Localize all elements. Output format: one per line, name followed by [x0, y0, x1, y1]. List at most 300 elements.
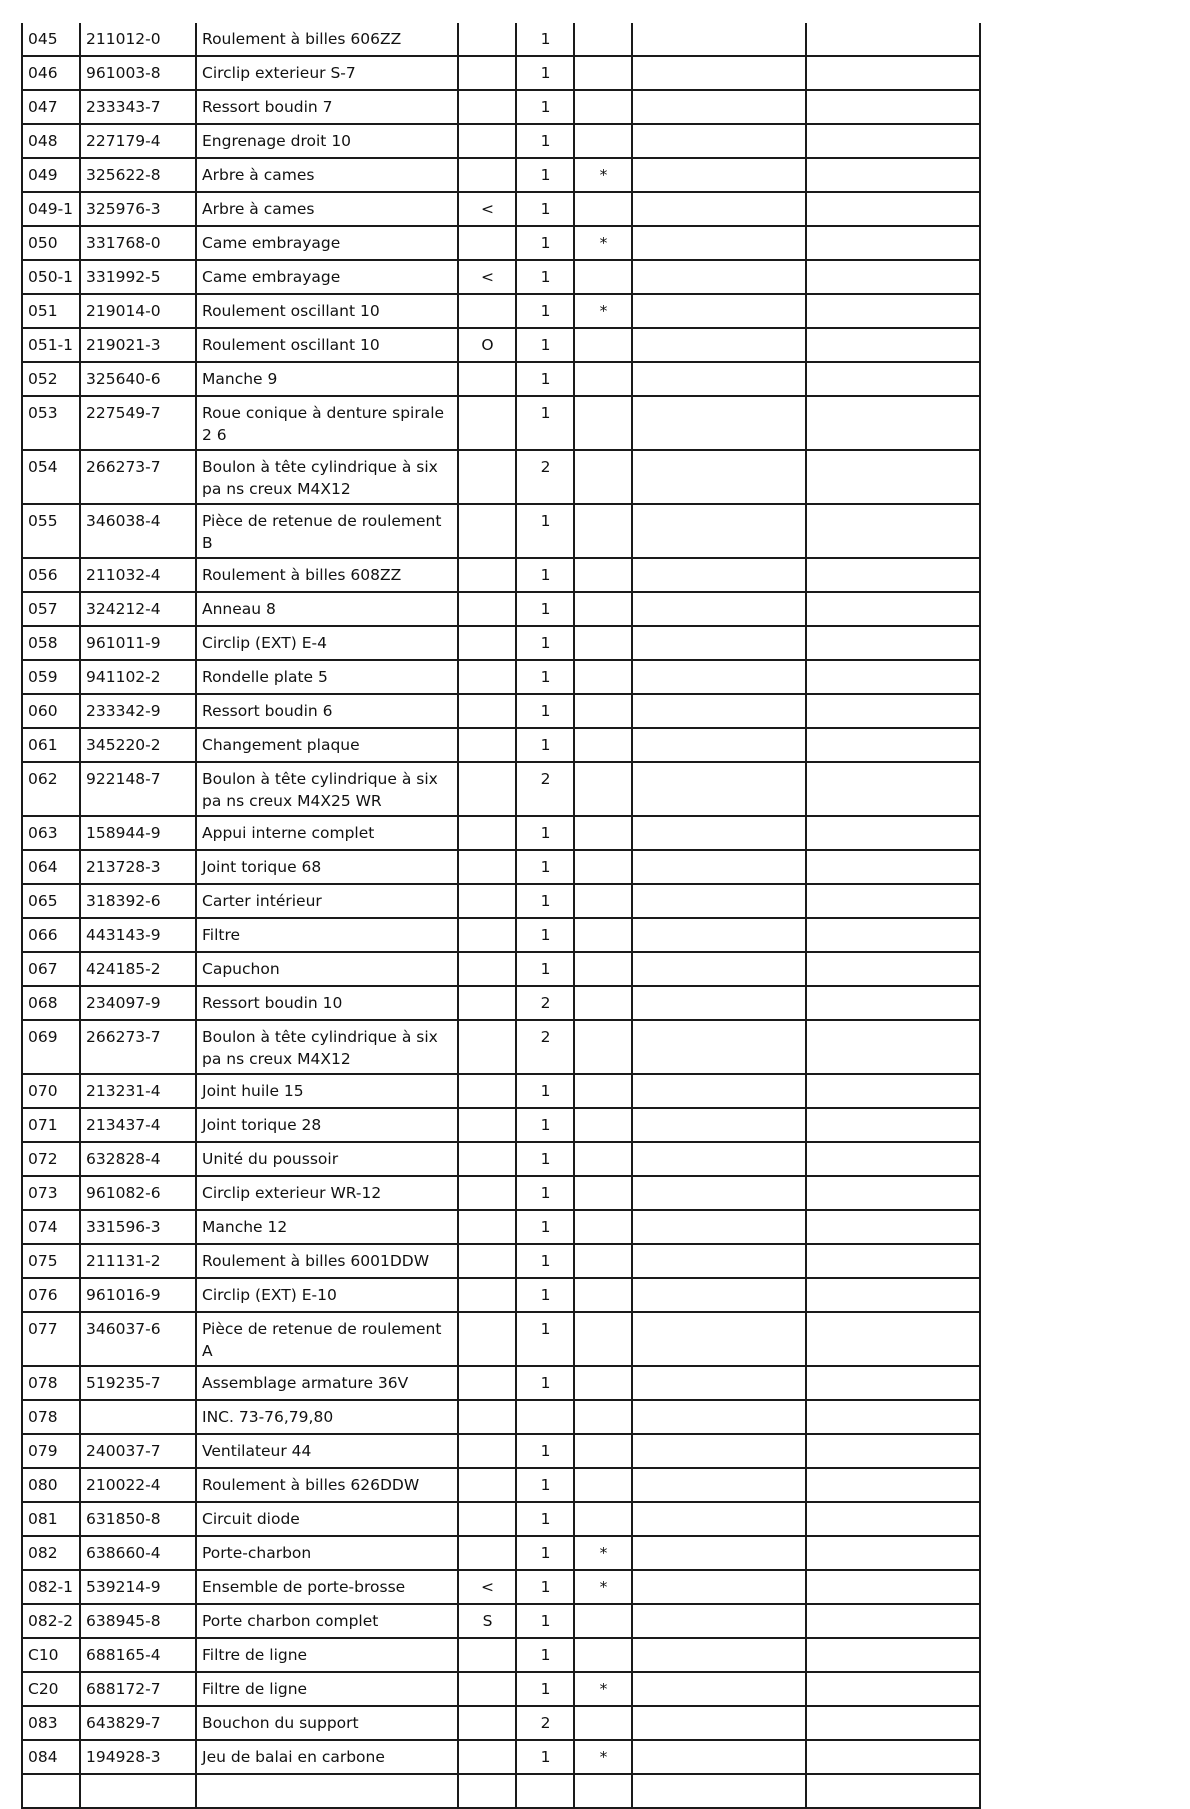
table-row — [22, 1502, 980, 1536]
note-mark-cell — [574, 1210, 632, 1244]
change-flag-cell — [458, 1740, 516, 1774]
change-flag-cell — [458, 1366, 516, 1400]
blank-cell — [632, 1020, 806, 1074]
quantity-cell: 1 — [516, 90, 574, 124]
part-reference-cell: 331768-0 — [80, 226, 196, 260]
blank-cell — [632, 396, 806, 450]
description-cell: Filtre de ligne — [196, 1672, 458, 1706]
description-cell: Roulement oscillant 10 — [196, 328, 458, 362]
blank-cell — [806, 362, 980, 396]
part-reference-cell: 211012-0 — [80, 23, 196, 56]
table-row — [22, 1604, 980, 1638]
blank-cell — [806, 1108, 980, 1142]
quantity-cell: 1 — [516, 1672, 574, 1706]
description-cell: Bouchon du support — [196, 1706, 458, 1740]
part-reference-cell: 219014-0 — [80, 294, 196, 328]
quantity-cell: 1 — [516, 158, 574, 192]
blank-cell — [806, 192, 980, 226]
table-row — [22, 1244, 980, 1278]
table-row — [22, 1570, 980, 1604]
blank-cell — [632, 1278, 806, 1312]
table-row — [22, 260, 980, 294]
description-cell: Engrenage droit 10 — [196, 124, 458, 158]
part-reference-cell: 539214-9 — [80, 1570, 196, 1604]
part-reference-cell: 234097-9 — [80, 986, 196, 1020]
blank-cell — [806, 504, 980, 558]
blank-cell — [632, 328, 806, 362]
change-flag-cell: S — [458, 1604, 516, 1638]
change-flag-cell: < — [458, 1570, 516, 1604]
change-flag-cell — [458, 728, 516, 762]
table-row — [22, 504, 980, 558]
change-flag-cell — [458, 1108, 516, 1142]
blank-cell — [806, 1536, 980, 1570]
table-row — [22, 1638, 980, 1672]
item-number-cell: 081 — [22, 1502, 80, 1536]
table-row — [22, 816, 980, 850]
note-mark-cell — [574, 986, 632, 1020]
blank-cell — [632, 762, 806, 816]
change-flag-cell: < — [458, 260, 516, 294]
blank-cell — [632, 362, 806, 396]
description-cell: INC. 73-76,79,80 — [196, 1400, 458, 1434]
description-cell: Ensemble de porte-brosse — [196, 1570, 458, 1604]
note-mark-cell — [574, 362, 632, 396]
note-mark-cell — [574, 1434, 632, 1468]
blank-cell — [632, 626, 806, 660]
blank-cell — [806, 1176, 980, 1210]
item-number-cell: 074 — [22, 1210, 80, 1244]
table-row — [22, 1074, 980, 1108]
quantity-cell: 1 — [516, 1570, 574, 1604]
part-reference-cell: 345220-2 — [80, 728, 196, 762]
description-cell: Circuit diode — [196, 1502, 458, 1536]
item-number-cell: 073 — [22, 1176, 80, 1210]
change-flag-cell — [458, 1312, 516, 1366]
quantity-cell: 1 — [516, 952, 574, 986]
part-reference-cell: 961082-6 — [80, 1176, 196, 1210]
item-number-cell: 066 — [22, 918, 80, 952]
blank-cell — [632, 1706, 806, 1740]
change-flag-cell — [458, 1638, 516, 1672]
blank-cell — [632, 1672, 806, 1706]
quantity-cell: 1 — [516, 592, 574, 626]
table-row — [22, 660, 980, 694]
note-mark-cell — [574, 884, 632, 918]
description-cell: Rondelle plate 5 — [196, 660, 458, 694]
note-mark-cell — [574, 192, 632, 226]
blank-cell — [806, 952, 980, 986]
note-mark-cell — [574, 1638, 632, 1672]
note-mark-cell: * — [574, 158, 632, 192]
change-flag-cell — [458, 1244, 516, 1278]
blank-cell — [806, 1020, 980, 1074]
part-reference-cell: 266273-7 — [80, 450, 196, 504]
parts-table — [21, 23, 981, 1809]
blank-cell — [632, 56, 806, 90]
note-mark-cell: * — [574, 1740, 632, 1774]
part-reference-cell: 638945-8 — [80, 1604, 196, 1638]
table-row — [22, 694, 980, 728]
change-flag-cell — [458, 294, 516, 328]
change-flag-cell — [458, 850, 516, 884]
item-number-cell: 063 — [22, 816, 80, 850]
change-flag-cell — [458, 1672, 516, 1706]
quantity-cell: 2 — [516, 986, 574, 1020]
blank-cell — [806, 1074, 980, 1108]
quantity-cell: 1 — [516, 1434, 574, 1468]
change-flag-cell — [458, 124, 516, 158]
part-reference-cell: 961003-8 — [80, 56, 196, 90]
table-row — [22, 23, 980, 56]
note-mark-cell — [574, 450, 632, 504]
blank-cell — [632, 294, 806, 328]
part-reference-cell: 325622-8 — [80, 158, 196, 192]
change-flag-cell — [458, 1020, 516, 1074]
table-row — [22, 294, 980, 328]
note-mark-cell — [574, 1244, 632, 1278]
blank-cell — [806, 396, 980, 450]
quantity-cell: 1 — [516, 1312, 574, 1366]
change-flag-cell — [458, 660, 516, 694]
description-cell: Filtre de ligne — [196, 1638, 458, 1672]
blank-cell — [632, 1774, 806, 1808]
blank-cell — [574, 1774, 632, 1808]
item-number-cell: 054 — [22, 450, 80, 504]
quantity-cell: 1 — [516, 1176, 574, 1210]
quantity-cell: 1 — [516, 1108, 574, 1142]
quantity-cell: 1 — [516, 1210, 574, 1244]
quantity-cell: 1 — [516, 1366, 574, 1400]
change-flag-cell — [458, 1278, 516, 1312]
item-number-cell: 076 — [22, 1278, 80, 1312]
description-cell: Came embrayage — [196, 260, 458, 294]
blank-cell — [632, 1142, 806, 1176]
blank-cell — [516, 1774, 574, 1808]
quantity-cell: 2 — [516, 1020, 574, 1074]
blank-cell — [806, 592, 980, 626]
quantity-cell: 2 — [516, 450, 574, 504]
blank-cell — [632, 884, 806, 918]
blank-cell — [806, 1434, 980, 1468]
part-reference-cell: 233342-9 — [80, 694, 196, 728]
part-reference-cell: 331992-5 — [80, 260, 196, 294]
table-row — [22, 396, 980, 450]
item-number-cell: 053 — [22, 396, 80, 450]
item-number-cell: C10 — [22, 1638, 80, 1672]
note-mark-cell — [574, 1400, 632, 1434]
item-number-cell: 062 — [22, 762, 80, 816]
description-cell: Circlip exterieur S-7 — [196, 56, 458, 90]
part-reference-cell: 325976-3 — [80, 192, 196, 226]
table-row — [22, 362, 980, 396]
blank-cell — [806, 56, 980, 90]
note-mark-cell — [574, 1604, 632, 1638]
item-number-cell: 082-2 — [22, 1604, 80, 1638]
blank-cell — [632, 1570, 806, 1604]
change-flag-cell — [458, 1468, 516, 1502]
change-flag-cell — [458, 56, 516, 90]
blank-cell — [632, 918, 806, 952]
item-number-cell: 050-1 — [22, 260, 80, 294]
part-reference-cell: 194928-3 — [80, 1740, 196, 1774]
blank-cell — [806, 986, 980, 1020]
part-reference-cell: 318392-6 — [80, 884, 196, 918]
table-row — [22, 1434, 980, 1468]
blank-cell — [806, 294, 980, 328]
blank-cell — [632, 504, 806, 558]
description-cell: Boulon à tête cylindrique à six pa ns creux M4X12 — [196, 450, 458, 504]
blank-cell — [806, 328, 980, 362]
table-row — [22, 1468, 980, 1502]
description-cell: Joint torique 68 — [196, 850, 458, 884]
note-mark-cell: * — [574, 1570, 632, 1604]
change-flag-cell — [458, 626, 516, 660]
table-row — [22, 884, 980, 918]
blank-cell — [632, 1176, 806, 1210]
description-cell: Anneau 8 — [196, 592, 458, 626]
note-mark-cell — [574, 918, 632, 952]
blank-cell — [806, 450, 980, 504]
item-number-cell: 080 — [22, 1468, 80, 1502]
description-cell: Joint huile 15 — [196, 1074, 458, 1108]
blank-cell — [632, 192, 806, 226]
description-cell: Joint torique 28 — [196, 1108, 458, 1142]
part-reference-cell: 266273-7 — [80, 1020, 196, 1074]
quantity-cell: 1 — [516, 694, 574, 728]
blank-cell — [632, 1244, 806, 1278]
blank-cell — [632, 1312, 806, 1366]
blank-cell — [806, 90, 980, 124]
change-flag-cell — [458, 23, 516, 56]
part-reference-cell: 227549-7 — [80, 396, 196, 450]
change-flag-cell — [458, 918, 516, 952]
item-number-cell: 067 — [22, 952, 80, 986]
description-cell: Pièce de retenue de roulement B — [196, 504, 458, 558]
blank-cell — [806, 1672, 980, 1706]
change-flag-cell — [458, 1536, 516, 1570]
description-cell: Roulement oscillant 10 — [196, 294, 458, 328]
note-mark-cell — [574, 1176, 632, 1210]
table-row — [22, 450, 980, 504]
change-flag-cell — [458, 592, 516, 626]
part-reference-cell: 631850-8 — [80, 1502, 196, 1536]
note-mark-cell — [574, 1020, 632, 1074]
note-mark-cell — [574, 558, 632, 592]
table-row — [22, 1210, 980, 1244]
change-flag-cell: O — [458, 328, 516, 362]
part-reference-cell: 213437-4 — [80, 1108, 196, 1142]
part-reference-cell: 638660-4 — [80, 1536, 196, 1570]
description-cell: Porte-charbon — [196, 1536, 458, 1570]
change-flag-cell — [458, 1142, 516, 1176]
quantity-cell: 1 — [516, 558, 574, 592]
change-flag-cell — [458, 90, 516, 124]
blank-cell — [632, 90, 806, 124]
item-number-cell: 078 — [22, 1366, 80, 1400]
item-number-cell: C20 — [22, 1672, 80, 1706]
blank-cell — [632, 1366, 806, 1400]
part-reference-cell: 210022-4 — [80, 1468, 196, 1502]
part-reference-cell: 346038-4 — [80, 504, 196, 558]
table-row — [22, 592, 980, 626]
item-number-cell: 065 — [22, 884, 80, 918]
description-cell: Jeu de balai en carbone — [196, 1740, 458, 1774]
quantity-cell: 1 — [516, 660, 574, 694]
change-flag-cell — [458, 986, 516, 1020]
item-number-cell: 057 — [22, 592, 80, 626]
description-cell: Ventilateur 44 — [196, 1434, 458, 1468]
change-flag-cell — [458, 1400, 516, 1434]
blank-cell — [80, 1774, 196, 1808]
change-flag-cell — [458, 1434, 516, 1468]
blank-cell — [806, 884, 980, 918]
description-cell: Came embrayage — [196, 226, 458, 260]
table-row — [22, 558, 980, 592]
change-flag-cell — [458, 762, 516, 816]
quantity-cell: 1 — [516, 192, 574, 226]
blank-cell — [632, 260, 806, 294]
part-reference-cell: 688165-4 — [80, 1638, 196, 1672]
blank-cell — [806, 1210, 980, 1244]
description-cell: Porte charbon complet — [196, 1604, 458, 1638]
blank-cell — [632, 1074, 806, 1108]
blank-cell — [632, 952, 806, 986]
table-row — [22, 762, 980, 816]
note-mark-cell — [574, 1142, 632, 1176]
item-number-cell: 056 — [22, 558, 80, 592]
note-mark-cell: * — [574, 226, 632, 260]
blank-cell — [806, 23, 980, 56]
note-mark-cell — [574, 952, 632, 986]
item-number-cell: 084 — [22, 1740, 80, 1774]
blank-cell — [806, 660, 980, 694]
blank-cell — [806, 626, 980, 660]
table-row — [22, 1536, 980, 1570]
item-number-cell: 061 — [22, 728, 80, 762]
table-row — [22, 986, 980, 1020]
table-row — [22, 1142, 980, 1176]
description-cell: Filtre — [196, 918, 458, 952]
quantity-cell: 1 — [516, 396, 574, 450]
change-flag-cell — [458, 226, 516, 260]
blank-cell — [806, 762, 980, 816]
blank-cell — [22, 1774, 80, 1808]
quantity-cell: 1 — [516, 294, 574, 328]
quantity-cell: 1 — [516, 918, 574, 952]
blank-cell — [632, 592, 806, 626]
item-number-cell: 045 — [22, 23, 80, 56]
parts-table-body — [22, 23, 980, 1808]
table-row — [22, 626, 980, 660]
blank-cell — [632, 986, 806, 1020]
change-flag-cell — [458, 450, 516, 504]
table-row — [22, 1740, 980, 1774]
part-reference-cell: 961016-9 — [80, 1278, 196, 1312]
table-row — [22, 1108, 980, 1142]
blank-cell — [806, 1312, 980, 1366]
blank-cell — [632, 1536, 806, 1570]
note-mark-cell — [574, 592, 632, 626]
blank-cell — [632, 694, 806, 728]
part-reference-cell: 424185-2 — [80, 952, 196, 986]
quantity-cell — [516, 1400, 574, 1434]
part-reference-cell: 688172-7 — [80, 1672, 196, 1706]
item-number-cell: 069 — [22, 1020, 80, 1074]
item-number-cell: 059 — [22, 660, 80, 694]
part-reference-cell: 158944-9 — [80, 816, 196, 850]
blank-cell — [632, 1468, 806, 1502]
description-cell: Circlip (EXT) E-10 — [196, 1278, 458, 1312]
quantity-cell: 1 — [516, 1638, 574, 1672]
blank-cell — [806, 1468, 980, 1502]
change-flag-cell — [458, 952, 516, 986]
blank-cell — [196, 1774, 458, 1808]
table-row — [22, 1176, 980, 1210]
item-number-cell: 071 — [22, 1108, 80, 1142]
blank-cell — [806, 158, 980, 192]
description-cell: Roulement à billes 608ZZ — [196, 558, 458, 592]
item-number-cell: 050 — [22, 226, 80, 260]
note-mark-cell — [574, 1108, 632, 1142]
blank-cell — [806, 694, 980, 728]
note-mark-cell: * — [574, 1672, 632, 1706]
note-mark-cell — [574, 850, 632, 884]
item-number-cell: 051 — [22, 294, 80, 328]
table-row — [22, 226, 980, 260]
part-reference-cell: 519235-7 — [80, 1366, 196, 1400]
description-cell: Ressort boudin 6 — [196, 694, 458, 728]
table-row — [22, 56, 980, 90]
description-cell: Ressort boudin 10 — [196, 986, 458, 1020]
blank-cell — [632, 450, 806, 504]
table-row — [22, 1366, 980, 1400]
note-mark-cell — [574, 1278, 632, 1312]
table-row — [22, 192, 980, 226]
blank-cell — [806, 226, 980, 260]
quantity-cell: 1 — [516, 728, 574, 762]
table-row — [22, 728, 980, 762]
description-cell: Arbre à cames — [196, 158, 458, 192]
part-reference-cell: 233343-7 — [80, 90, 196, 124]
blank-cell — [806, 1400, 980, 1434]
part-reference-cell — [80, 1400, 196, 1434]
table-row — [22, 158, 980, 192]
part-reference-cell: 211131-2 — [80, 1244, 196, 1278]
quantity-cell: 2 — [516, 1706, 574, 1740]
blank-cell — [632, 1434, 806, 1468]
description-cell: Ressort boudin 7 — [196, 90, 458, 124]
note-mark-cell — [574, 260, 632, 294]
part-reference-cell: 213231-4 — [80, 1074, 196, 1108]
description-cell: Assemblage armature 36V — [196, 1366, 458, 1400]
part-reference-cell: 331596-3 — [80, 1210, 196, 1244]
blank-cell — [632, 850, 806, 884]
note-mark-cell — [574, 1074, 632, 1108]
table-row — [22, 90, 980, 124]
blank-cell — [806, 558, 980, 592]
item-number-cell: 082 — [22, 1536, 80, 1570]
item-number-cell: 049 — [22, 158, 80, 192]
item-number-cell: 060 — [22, 694, 80, 728]
quantity-cell: 1 — [516, 1278, 574, 1312]
blank-cell — [806, 1278, 980, 1312]
part-reference-cell: 443143-9 — [80, 918, 196, 952]
note-mark-cell — [574, 90, 632, 124]
item-number-cell: 078 — [22, 1400, 80, 1434]
part-reference-cell: 632828-4 — [80, 1142, 196, 1176]
note-mark-cell — [574, 1366, 632, 1400]
